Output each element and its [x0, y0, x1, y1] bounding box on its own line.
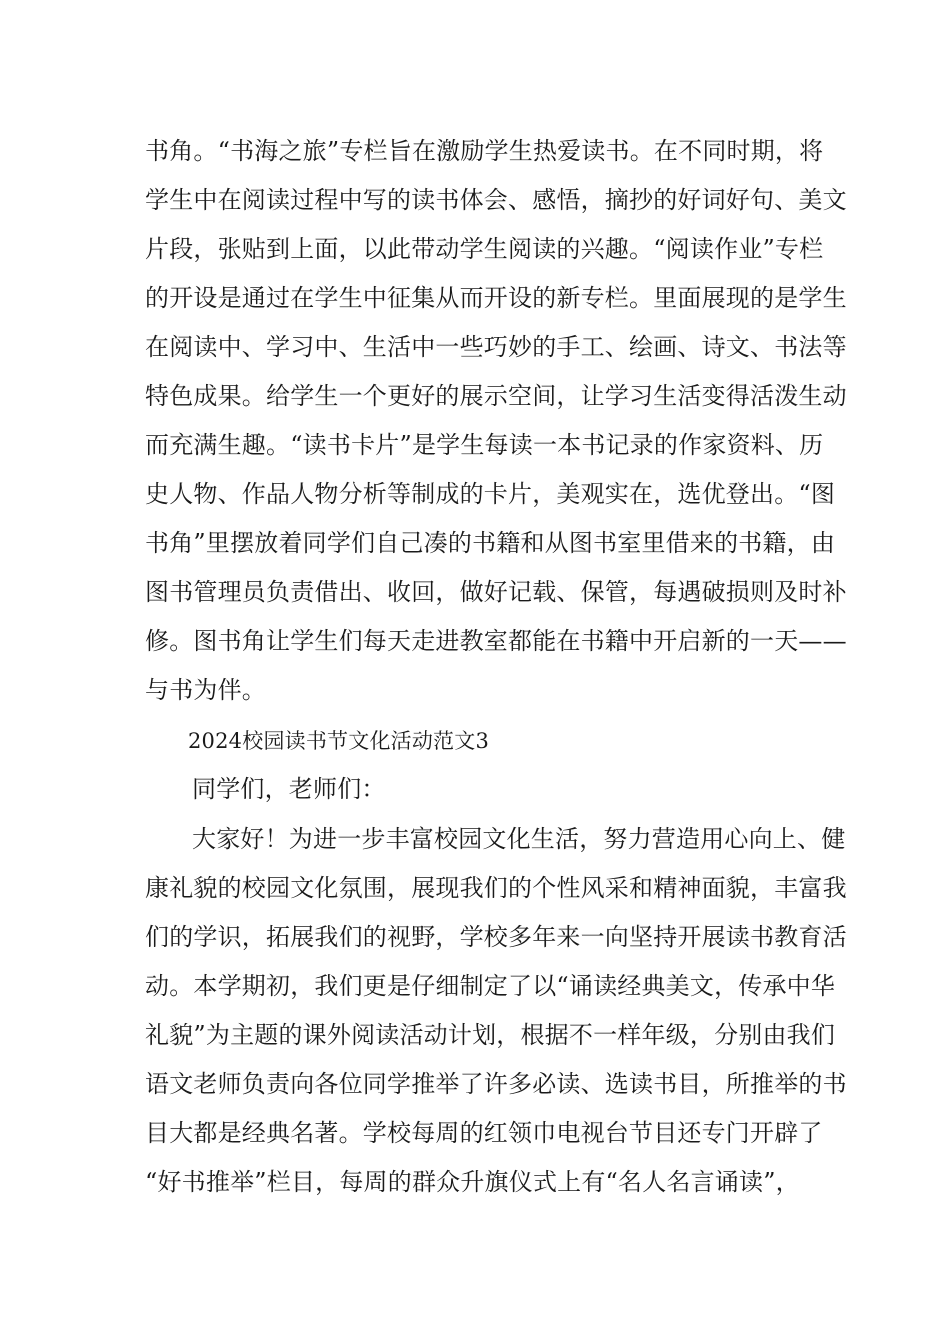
paragraph1-line-5: 在阅读中、学习中、生活中一些巧妙的手工、绘画、诗文、书法等 [145, 333, 847, 361]
paragraph1-line-7: 而充满生趣。“读书卡片”是学生每读一本书记录的作家资料、历 [145, 431, 824, 459]
paragraph1-line-1: 书角。“书海之旅”专栏旨在激励学生热爱读书。在不同时期，将 [145, 137, 824, 165]
section-title: 2024校园读书节文化活动范文3 [188, 729, 490, 753]
paragraph1-line-11: 修。图书角让学生们每天走进教室都能在书籍中开启新的一天—— [145, 627, 847, 655]
paragraph1-line-8: 史人物、作品人物分析等制成的卡片，美观实在，选优登出。“图 [145, 480, 836, 508]
paragraph1-line-10: 图书管理员负责借出、收回，做好记载、保管，每遇破损则及时补 [145, 578, 847, 606]
paragraph2-line-3: 们的学识，拓展我们的视野，学校多年来一向坚持开展读书教育活 [145, 923, 847, 951]
paragraph1-line-2: 学生中在阅读过程中写的读书体会、感悟，摘抄的好词好句、美文 [145, 186, 847, 214]
paragraph1-line-3: 片段，张贴到上面，以此带动学生阅读的兴趣。“阅读作业”专栏 [145, 235, 824, 263]
paragraph1-line-4: 的开设是通过在学生中征集从而开设的新专栏。里面展现的是学生 [145, 284, 847, 312]
greeting: 同学们，老师们： [192, 775, 386, 803]
paragraph1-line-6: 特色成果。给学生一个更好的展示空间，让学习生活变得活泼生动 [145, 382, 847, 410]
paragraph1-line-9: 书角”里摆放着同学们自己凑的书籍和从图书室里借来的书籍，由 [145, 529, 836, 557]
paragraph2-line-8: “好书推举”栏目，每周的群众升旗仪式上有“名人名言诵读”， [145, 1168, 800, 1196]
paragraph2-line-7: 目大都是经典名著。学校每周的红领巾电视台节目还专门开辟了 [145, 1119, 823, 1147]
paragraph1-line-12: 与书为伴。 [145, 676, 266, 704]
paragraph2-line-4: 动。本学期初，我们更是仔细制定了以“诵读经典美文，传承中华 [145, 972, 836, 1000]
paragraph2-line-5: 礼貌”为主题的课外阅读活动计划，根据不一样年级，分别由我们 [145, 1021, 836, 1049]
paragraph2-line-6: 语文老师负责向各位同学推举了许多必读、选读书目，所推举的书 [145, 1070, 847, 1098]
paragraph2-line-2: 康礼貌的校园文化氛围，展现我们的个性风采和精神面貌，丰富我 [145, 874, 847, 902]
paragraph2-line-1: 大家好！为进一步丰富校园文化生活，努力营造用心向上、健 [192, 825, 846, 853]
